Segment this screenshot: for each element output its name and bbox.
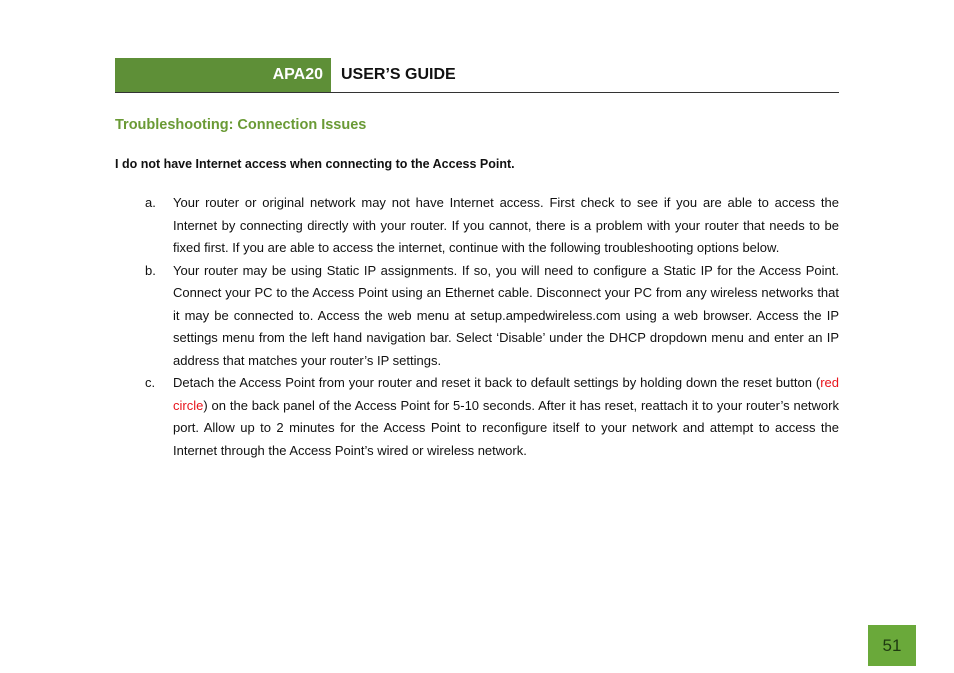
text-before-highlight: Detach the Access Point from your router and reset it back to default settings by holding down the reset button ( — [173, 375, 821, 390]
list-marker: b. — [145, 262, 156, 278]
list-item-text — [173, 372, 839, 462]
red-circle-highlight: red circle — [173, 375, 839, 413]
page-number: 51 — [882, 635, 902, 655]
header-model: APA20 — [272, 66, 323, 83]
list-item — [115, 260, 839, 373]
list-item-text: Your router may be using Static IP assignments. If so, you will need to configure a Static IP for the Access Point. Connect your PC to the Access Point using an Ethernet cable. Disconnect your PC from any wireless networks that it may be connected to. Access the web menu at setup.ampedwireless.com using a web browser. Access the IP settings menu from the left hand navigation bar. Select ‘Disable’ under the DHCP dropdown menu and enter an IP address that matches your router’s IP settings. — [173, 262, 839, 368]
troubleshooting-list — [115, 192, 839, 462]
list-item-text: Your router or original network may not have Internet access. First check to see if you are able to access the Internet by connecting directly with your router. If you cannot, there is a problem with your router that needs to be fixed first. If you are able to access the internet, continue with the following troubleshooting options below. — [173, 195, 839, 255]
section-title: Troubleshooting: Connection Issues — [115, 117, 367, 133]
list-item — [115, 192, 839, 260]
page-number-box — [868, 625, 916, 666]
header-divider — [115, 92, 839, 93]
list-marker: a. — [145, 195, 156, 210]
list-item — [115, 372, 839, 462]
question-heading: I do not have Internet access when connecting to the Access Point. — [115, 157, 515, 171]
text-after-highlight: ) on the back panel of the Access Point for 5-10 seconds. After it has reset, reattach it to your router’s network port. Allow up to 2 minutes for the Access Point to reconfigure itself to your network and attempt to access the Internet through the Access Point’s wired or wireless network. — [173, 397, 839, 458]
header-title: USER’S GUIDE — [341, 66, 456, 83]
header-model-bar — [115, 58, 331, 92]
list-marker: c. — [145, 375, 156, 390]
